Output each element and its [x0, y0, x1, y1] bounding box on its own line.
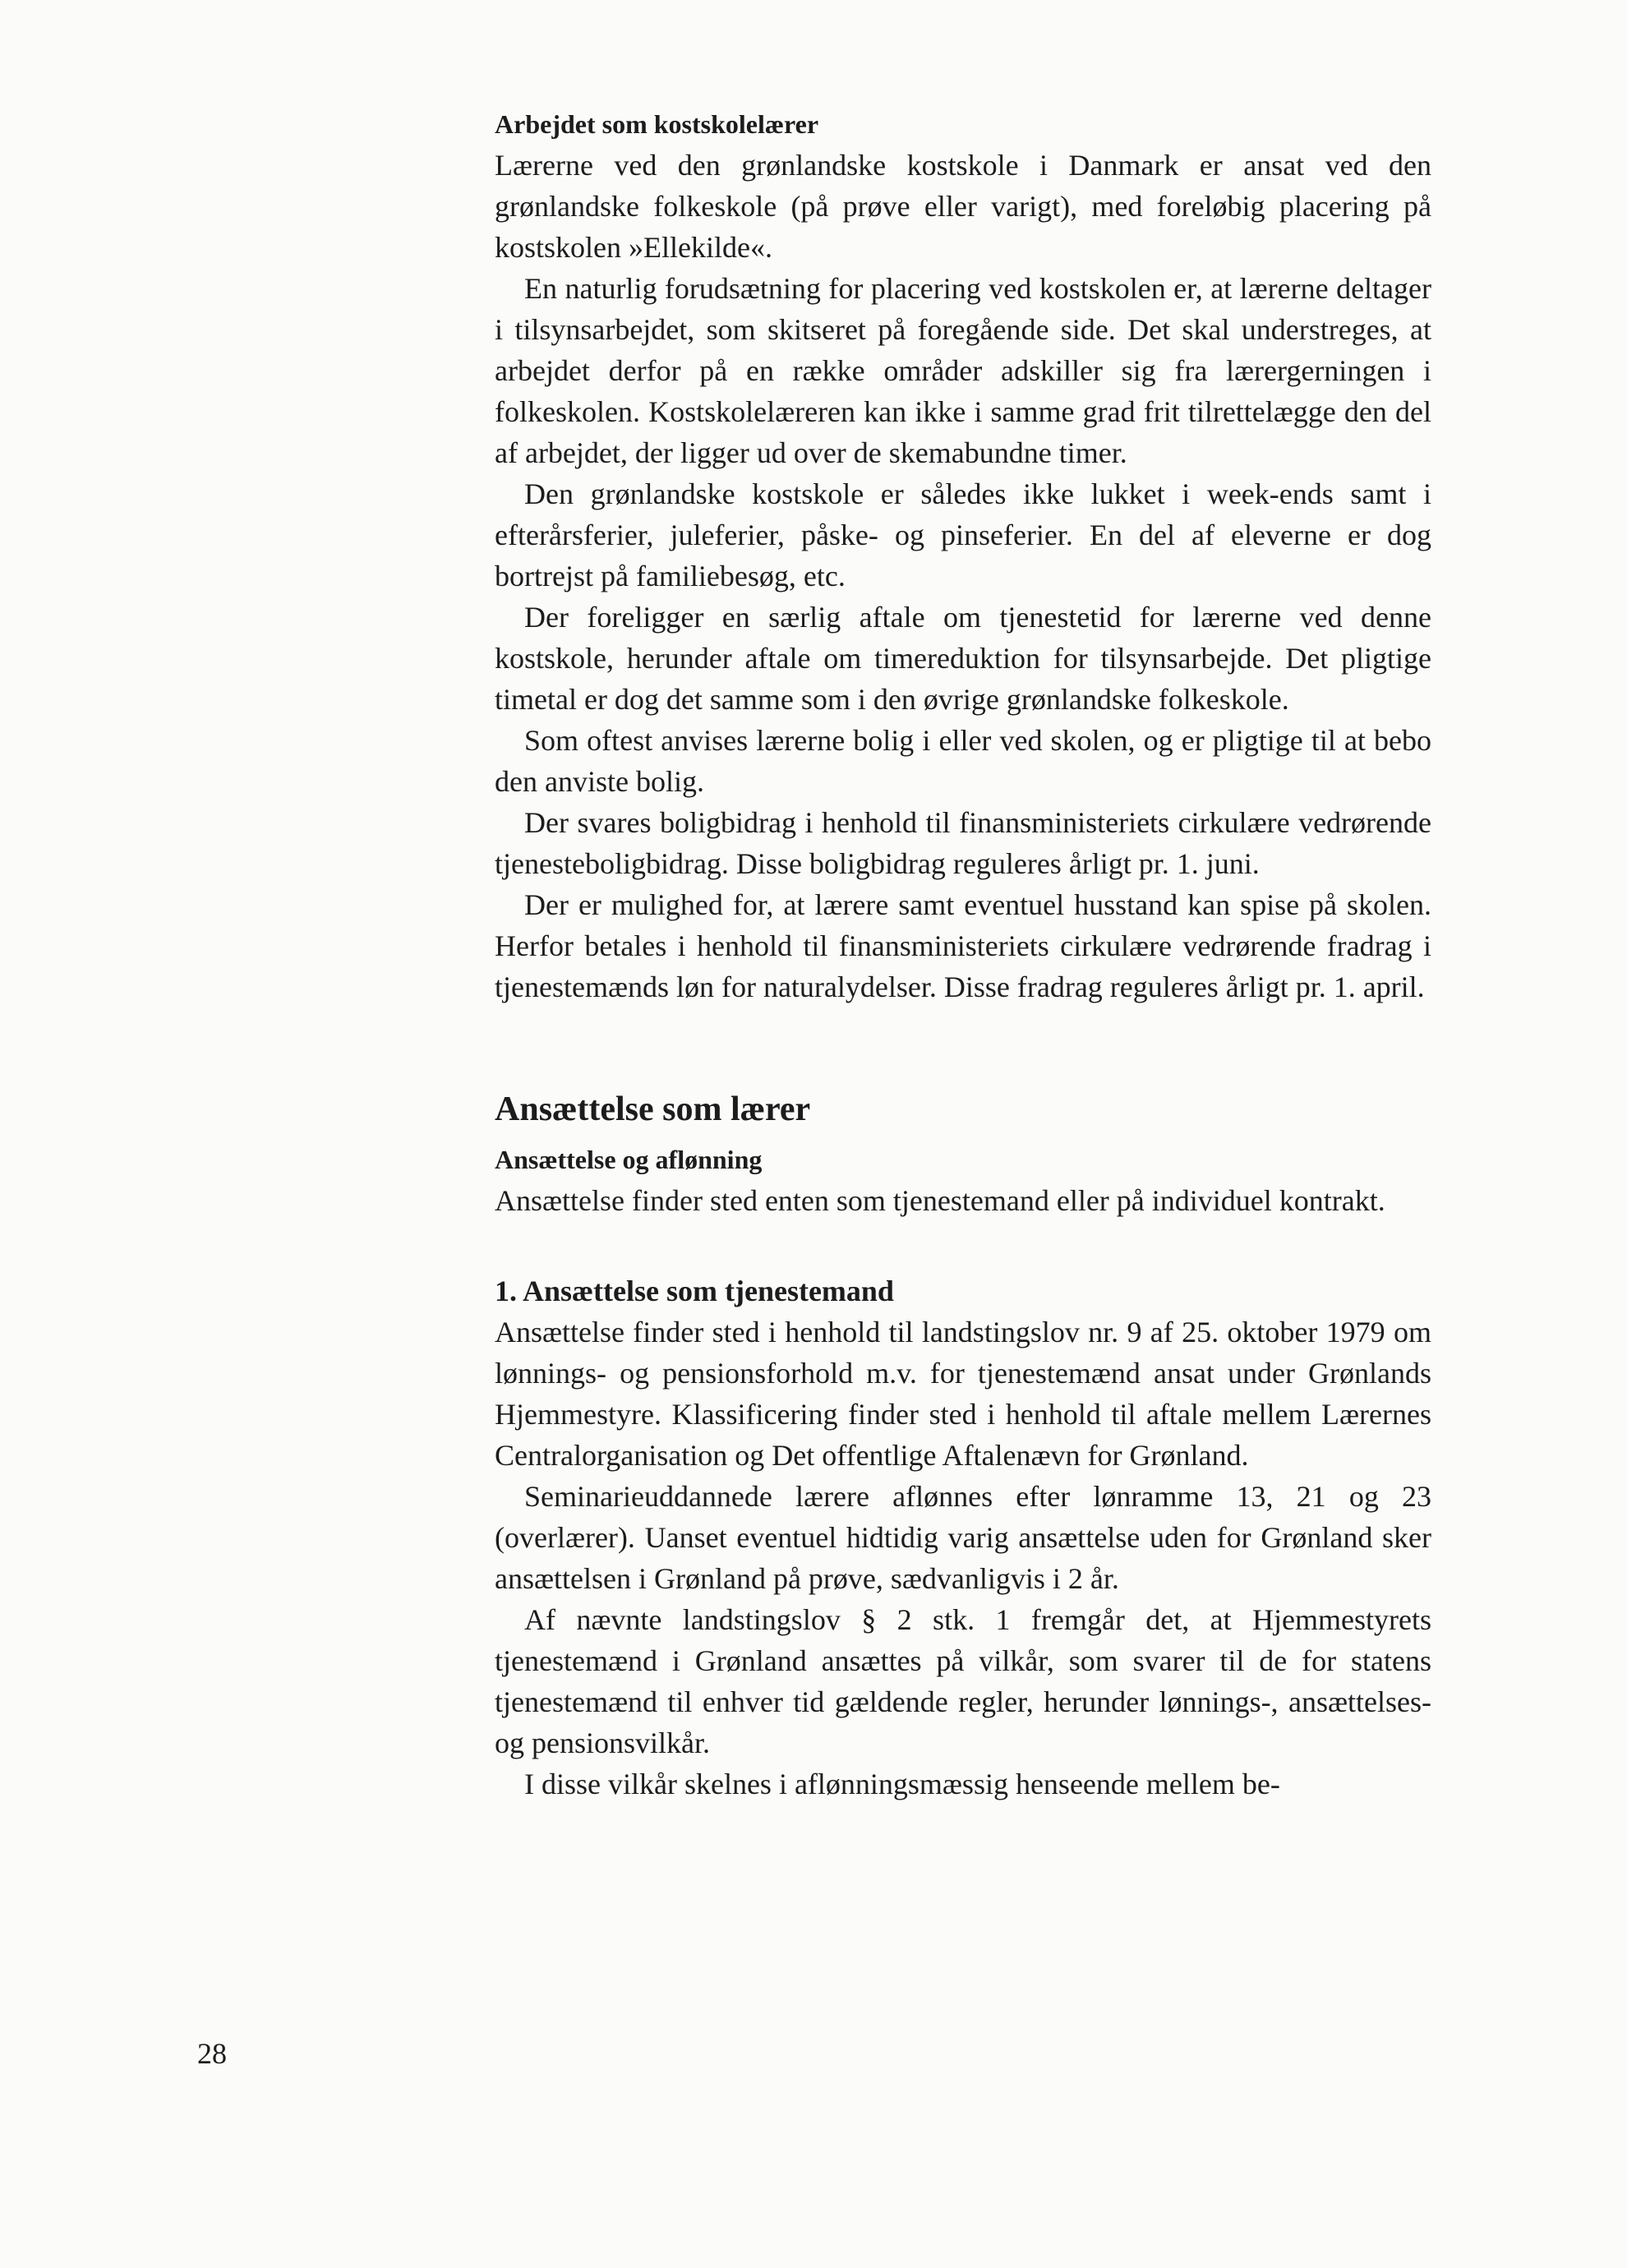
section-heading-arbejdet: Arbejdet som kostskolelærer: [495, 109, 819, 139]
paragraph: Den grønlandske kostskole er således ikke lukket i week-ends samt i efterårsferier, juleferier, påske- og pinseferier. En del af eleverne er dog bortrejst på familiebesøg, etc.: [495, 477, 1431, 592]
paragraph: Ansættelse finder sted i henhold til landstingslov nr. 9 af 25. oktober 1979 om lønnings- og pensionsforhold m.v. for tjenestemænd ansat under Grønlands Hjemmestyre. Klassificering finder sted i henhold til aftale mellem Lærernes Centralorganisation og Det offentlige Aftalenævn for Grønland.: [495, 1316, 1431, 1472]
paragraph: Som oftest anvises lærerne bolig i eller ved skolen, og er pligtige til at bebo den anviste bolig.: [495, 724, 1431, 798]
paragraph: I disse vilkår skelnes i aflønningsmæssig henseende mellem be-: [524, 1768, 1280, 1800]
page-number: 28: [197, 2037, 227, 2070]
page-body: [495, 104, 1431, 1805]
paragraph: Lærerne ved den grønlandske kostskole i Danmark er ansat ved den grønlandske folkeskole (på prøve eller varigt), med foreløbig placering på kostskolen »Ellekilde«.: [495, 149, 1431, 264]
paragraph: Der foreligger en særlig aftale om tjenestetid for lærerne ved denne kostskole, herunder aftale om timereduktion for tilsynsarbejde. Det pligtige timetal er dog det samme som i den øvrige grønlandske folkeskole.: [495, 601, 1431, 716]
paragraph: Ansættelse finder sted enten som tjenestemand eller på individuel kontrakt.: [495, 1184, 1385, 1217]
paragraph: Af nævnte landstingslov § 2 stk. 1 fremgår det, at Hjemmestyrets tjenestemænd i Grønland ansættes på vilkår, som svarer til de for statens tjenestemænd til enhver tid gældende regler, herunder lønnings-, ansættelses- og pensionsvilkår.: [495, 1603, 1431, 1759]
paragraph: En naturlig forudsætning for placering ved kostskolen er, at lærerne deltager i tilsynsarbejdet, som skitseret på foregående side. Det skal understreges, at arbejdet derfor på en række områder adskiller sig fra lærergerningen i folkeskolen. Kostskolelæreren kan ikke i samme grad frit tilrettelægge den del af arbejdet, der ligger ud over de skemabundne timer.: [495, 272, 1431, 469]
numbered-heading-tjenestemand: 1. Ansættelse som tjenestemand: [495, 1275, 894, 1307]
section-heading-ansaettelse: Ansættelse og aflønning: [495, 1145, 763, 1174]
chapter-title: Ansættelse som lærer: [495, 1090, 811, 1128]
paragraph: Der er mulighed for, at lærere samt eventuel husstand kan spise på skolen. Herfor betales i henhold til finansministeriets cirkulære vedrørende fradrag i tjenestemænds løn for naturalydelser. Disse fradrag reguleres årligt pr. 1. april.: [495, 888, 1431, 1003]
paragraph: Seminarieuddannede lærere aflønnes efter lønramme 13, 21 og 23 (overlærer). Uanset eventuel hidtidig varig ansættelse uden for Grønland sker ansættelsen i Grønland på prøve, sædvanligvis i 2 år.: [495, 1480, 1431, 1595]
paragraph: Der svares boligbidrag i henhold til finansministeriets cirkulære vedrørende tjenesteboligbidrag. Disse boligbidrag reguleres årligt pr. 1. juni.: [495, 806, 1431, 880]
